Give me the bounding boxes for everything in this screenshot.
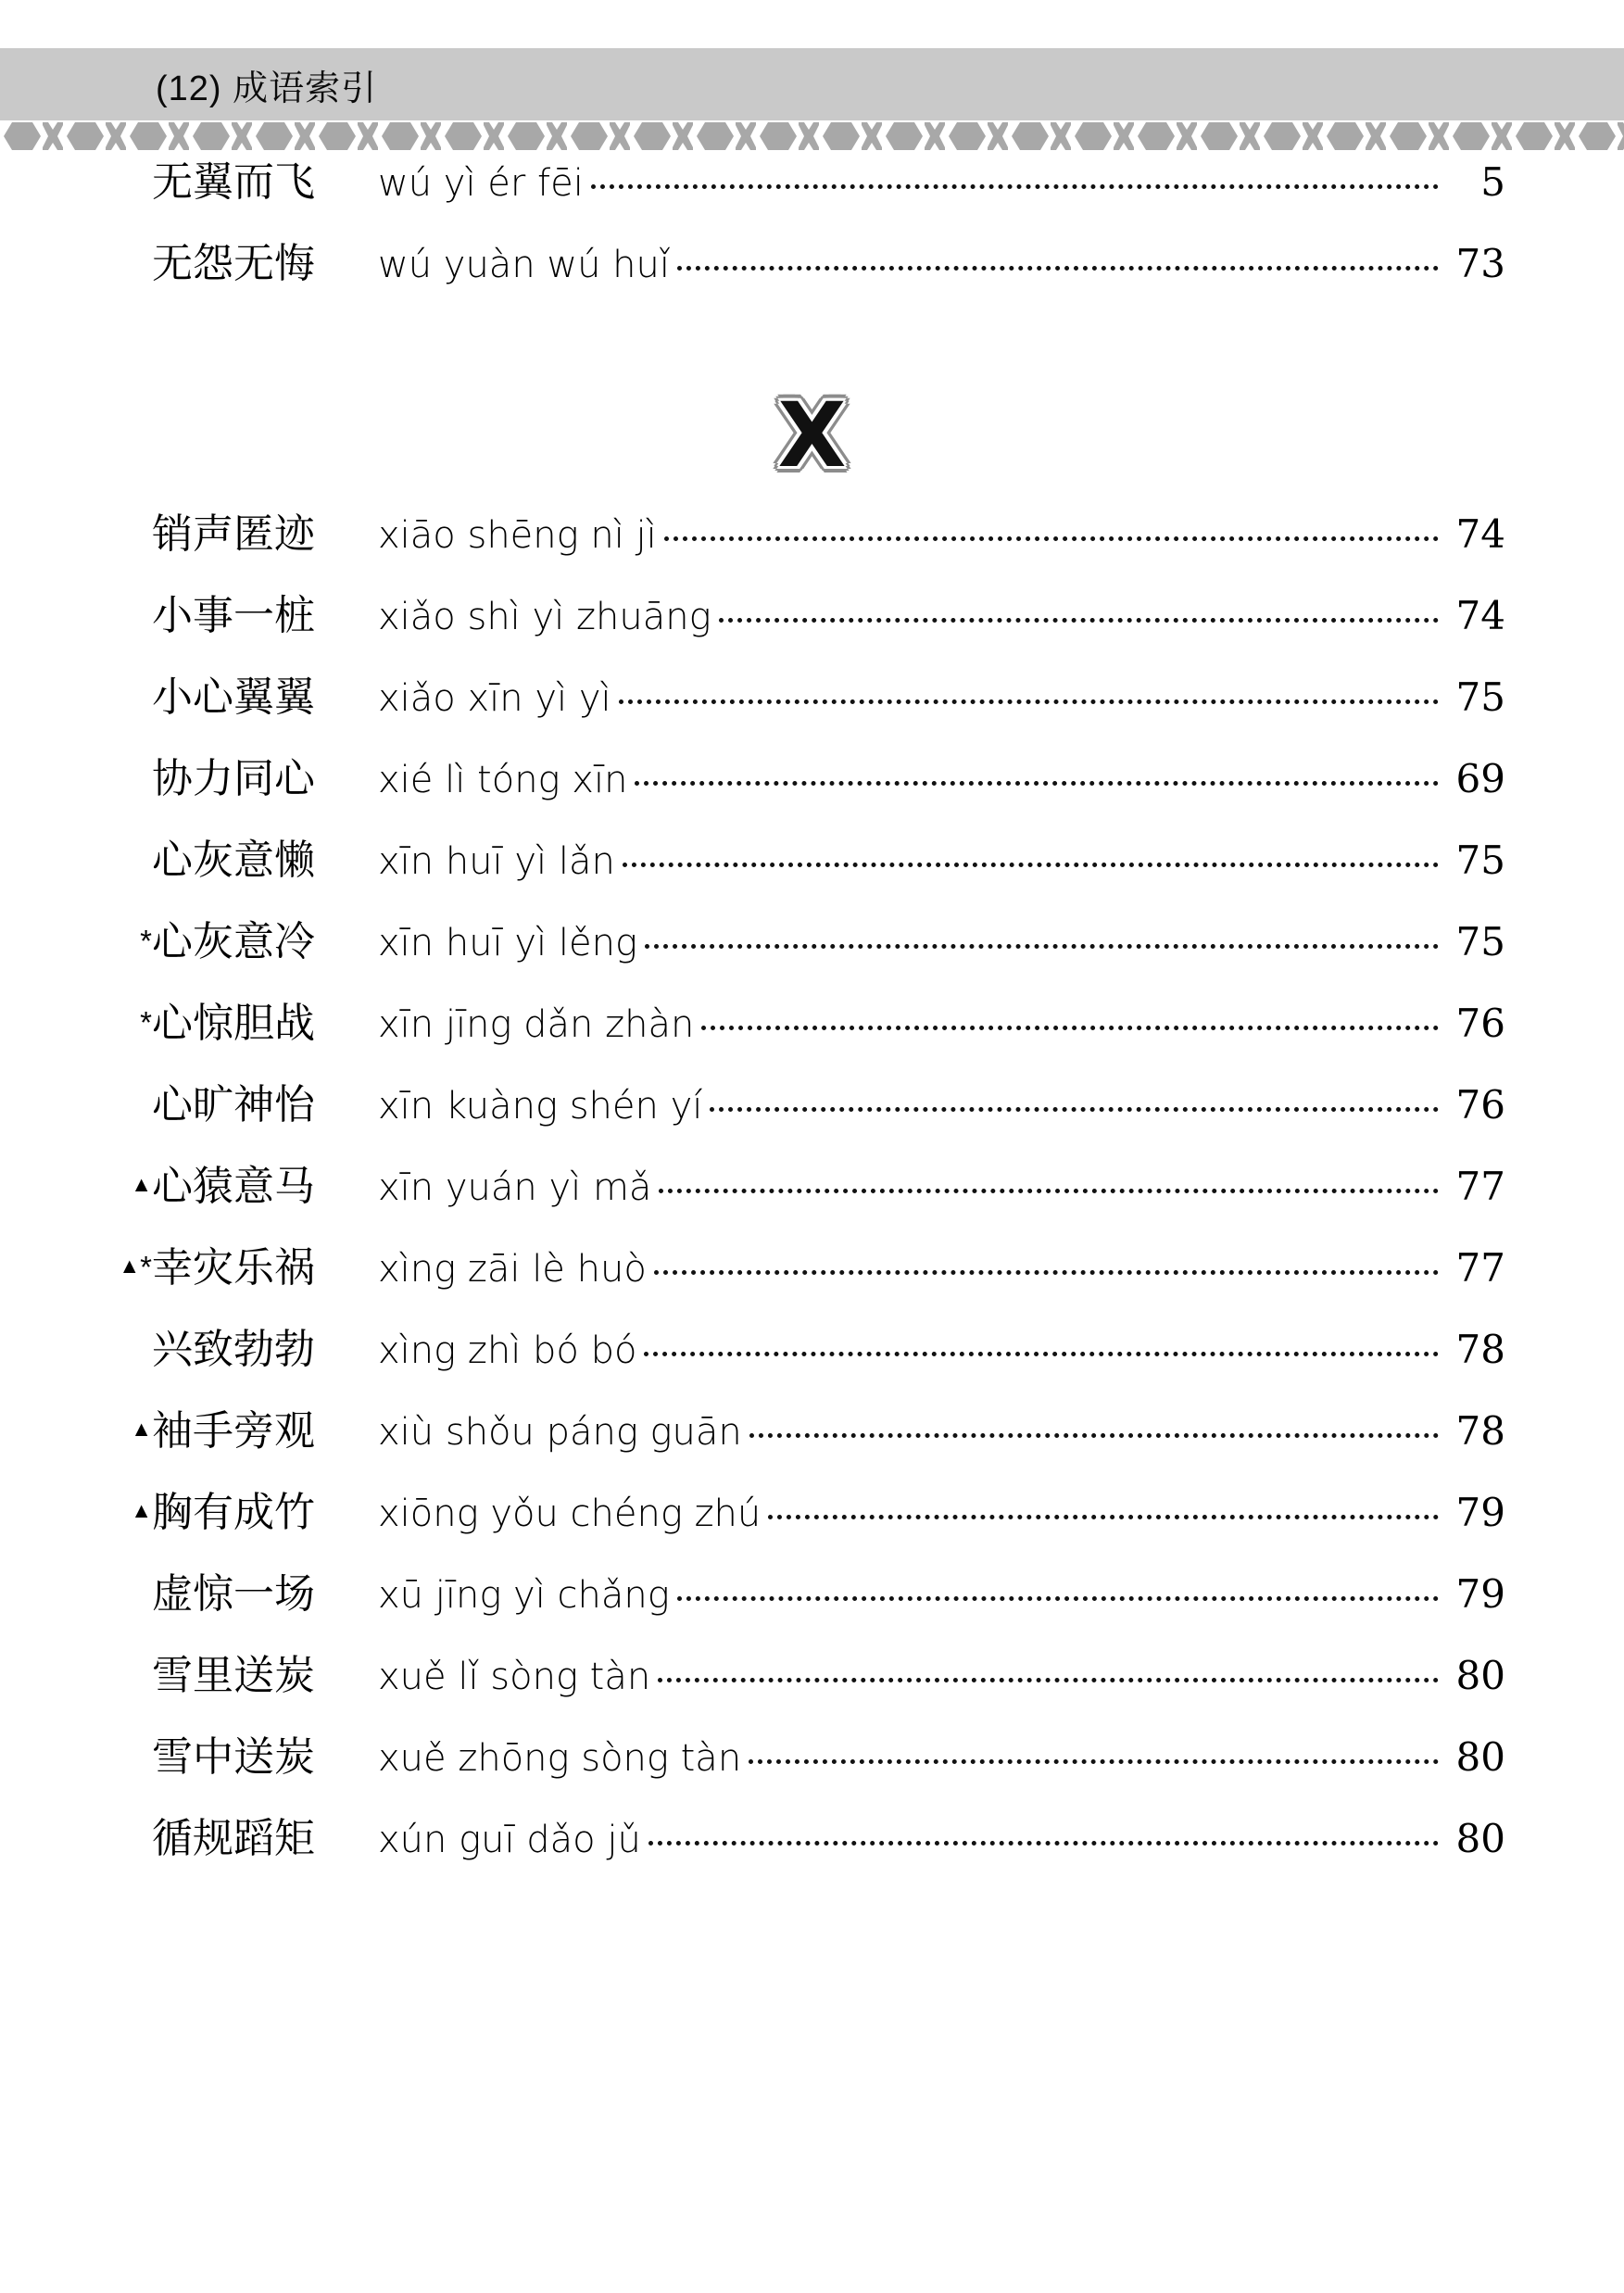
entry-dot-leader bbox=[719, 609, 1439, 623]
entry-idiom: 心惊胆战 bbox=[152, 1000, 315, 1047]
entry-pinyin: wú yì ér fēi bbox=[378, 162, 584, 205]
entry-idiom: 虚惊一场 bbox=[152, 1570, 315, 1618]
entry-marks bbox=[89, 1494, 152, 1525]
index-entry[interactable] bbox=[0, 240, 1624, 325]
entry-idiom: 雪里送炭 bbox=[152, 1652, 315, 1699]
entry-page-number[interactable]: 75 bbox=[1455, 919, 1505, 964]
index-entry[interactable] bbox=[0, 1652, 1624, 1737]
entry-pinyin: xún guī dǎo jǔ bbox=[378, 1819, 641, 1861]
entry-idiom: 兴致勃勃 bbox=[152, 1326, 315, 1373]
index-entry[interactable] bbox=[0, 755, 1624, 840]
entry-marks bbox=[89, 1168, 152, 1199]
entry-pinyin: wú yuàn wú huǐ bbox=[378, 244, 670, 286]
entry-marks bbox=[89, 1005, 152, 1039]
entry-page-number[interactable]: 74 bbox=[1455, 511, 1505, 557]
entry-idiom: 循规蹈矩 bbox=[152, 1815, 315, 1862]
entry-idiom: 销声匿迹 bbox=[152, 510, 315, 558]
entry-idiom: 无翼而飞 bbox=[152, 158, 315, 206]
entry-pinyin: xuě zhōng sòng tàn bbox=[378, 1737, 742, 1780]
entry-page-number[interactable]: 75 bbox=[1455, 674, 1505, 720]
entry-page-number[interactable]: 77 bbox=[1455, 1164, 1505, 1209]
entry-page-number[interactable]: 5 bbox=[1480, 159, 1505, 205]
entry-page-number[interactable]: 79 bbox=[1455, 1571, 1505, 1617]
entry-idiom: 幸灾乐祸 bbox=[152, 1244, 315, 1291]
section-letter-glyph: X bbox=[777, 384, 847, 487]
entry-pinyin: xiǎo xīn yì yì bbox=[378, 677, 611, 720]
entry-list bbox=[0, 510, 1624, 1900]
entry-page-number[interactable]: 78 bbox=[1455, 1408, 1505, 1454]
index-entry[interactable] bbox=[0, 918, 1624, 1003]
entry-marks bbox=[89, 1413, 152, 1443]
entry-marks bbox=[89, 924, 152, 958]
entry-dot-leader bbox=[749, 1750, 1439, 1764]
entry-page-number[interactable]: 69 bbox=[1455, 756, 1505, 801]
entry-page-number[interactable]: 76 bbox=[1455, 1001, 1505, 1046]
index-entry[interactable] bbox=[0, 1407, 1624, 1493]
entry-dot-leader bbox=[645, 935, 1439, 949]
entry-pinyin: xiāo shēng nì jì bbox=[378, 514, 657, 557]
triangle-marker-icon: ▲ bbox=[131, 1417, 152, 1441]
entry-idiom: 心灰意懒 bbox=[152, 837, 315, 884]
index-entry[interactable] bbox=[0, 1081, 1624, 1166]
entry-pinyin: xīn huī yì lěng bbox=[378, 922, 637, 964]
entry-dot-leader bbox=[658, 1669, 1439, 1682]
index-entry[interactable] bbox=[0, 674, 1624, 759]
entry-pinyin: xiōng yǒu chéng zhú bbox=[378, 1493, 762, 1535]
index-entry[interactable] bbox=[0, 837, 1624, 922]
index-entry[interactable] bbox=[0, 1489, 1624, 1574]
entry-dot-leader bbox=[701, 1016, 1439, 1030]
page-header-band bbox=[0, 48, 1624, 120]
asterisk-marker-icon: * bbox=[140, 1005, 152, 1039]
index-entry[interactable] bbox=[0, 1815, 1624, 1900]
entry-idiom: 小心翼翼 bbox=[152, 674, 315, 721]
section-spacer bbox=[0, 325, 1624, 357]
entry-pinyin: xīn huī yì lǎn bbox=[378, 840, 615, 883]
entry-page-number[interactable]: 78 bbox=[1455, 1327, 1505, 1372]
entry-idiom: 袖手旁观 bbox=[152, 1407, 315, 1455]
entry-page-number[interactable]: 73 bbox=[1455, 241, 1505, 286]
triangle-marker-icon: ▲ bbox=[131, 1172, 152, 1196]
entry-dot-leader bbox=[623, 853, 1439, 867]
entry-idiom: 心猿意马 bbox=[152, 1163, 315, 1210]
entry-page-number[interactable]: 80 bbox=[1455, 1653, 1505, 1698]
border-pattern-icon bbox=[0, 120, 1624, 152]
entry-idiom: 无怨无悔 bbox=[152, 240, 315, 287]
entry-page-number[interactable]: 80 bbox=[1455, 1734, 1505, 1780]
index-entry[interactable] bbox=[0, 1326, 1624, 1411]
entry-page-number[interactable]: 77 bbox=[1455, 1245, 1505, 1291]
asterisk-marker-icon: * bbox=[140, 1250, 152, 1284]
index-entry[interactable] bbox=[0, 1163, 1624, 1248]
entry-page-number[interactable]: 75 bbox=[1455, 838, 1505, 883]
entry-dot-leader bbox=[768, 1506, 1439, 1519]
entry-idiom: 雪中送炭 bbox=[152, 1733, 315, 1781]
entry-dot-leader bbox=[677, 1587, 1439, 1601]
entry-pinyin: xìng zhì bó bó bbox=[378, 1329, 637, 1372]
entry-pinyin: xìng zāi lè huò bbox=[378, 1248, 647, 1291]
entry-pinyin: xīn jīng dǎn zhàn bbox=[378, 1003, 695, 1046]
entry-idiom: 协力同心 bbox=[152, 755, 315, 802]
entry-dot-leader bbox=[654, 1261, 1439, 1275]
index-entry[interactable] bbox=[0, 1244, 1624, 1329]
entry-dot-leader bbox=[591, 175, 1439, 189]
entry-idiom: 小事一桩 bbox=[152, 592, 315, 639]
index-entry[interactable] bbox=[0, 510, 1624, 596]
entry-marks bbox=[89, 1250, 152, 1284]
entry-dot-leader bbox=[648, 1832, 1439, 1846]
index-entry[interactable] bbox=[0, 1733, 1624, 1819]
asterisk-marker-icon: * bbox=[140, 924, 152, 958]
entry-page-number[interactable]: 76 bbox=[1455, 1082, 1505, 1128]
entry-list-preceding bbox=[0, 158, 1624, 325]
entry-dot-leader bbox=[664, 527, 1439, 541]
entry-dot-leader bbox=[710, 1098, 1439, 1112]
entry-page-number[interactable]: 80 bbox=[1455, 1816, 1505, 1861]
entry-pinyin: xié lì tóng xīn bbox=[378, 759, 628, 801]
entry-page-number[interactable]: 74 bbox=[1455, 593, 1505, 638]
entry-dot-leader bbox=[677, 257, 1439, 271]
entry-pinyin: xīn yuán yì mǎ bbox=[378, 1166, 652, 1209]
entry-pinyin: xuě lǐ sòng tàn bbox=[378, 1656, 651, 1698]
section-letter-heading bbox=[0, 357, 1624, 514]
entry-pinyin: xiǎo shì yì zhuāng bbox=[378, 596, 711, 638]
page-title: (12) 成语索引 bbox=[156, 69, 378, 108]
entry-idiom: 心灰意冷 bbox=[152, 918, 315, 965]
entry-pinyin: xū jīng yì chǎng bbox=[378, 1574, 670, 1617]
index-entry[interactable] bbox=[0, 1000, 1624, 1085]
entry-dot-leader bbox=[749, 1424, 1439, 1438]
index-entry[interactable] bbox=[0, 158, 1624, 244]
entry-page-number[interactable]: 79 bbox=[1455, 1490, 1505, 1535]
entry-dot-leader bbox=[619, 690, 1439, 704]
index-entry[interactable] bbox=[0, 592, 1624, 677]
entry-idiom: 心旷神怡 bbox=[152, 1081, 315, 1128]
triangle-marker-icon: ▲ bbox=[131, 1498, 152, 1522]
entry-dot-leader bbox=[635, 772, 1439, 786]
entry-pinyin: xīn kuàng shén yí bbox=[378, 1085, 703, 1128]
index-content bbox=[0, 158, 1624, 1900]
index-entry[interactable] bbox=[0, 1570, 1624, 1656]
decorative-border-strip bbox=[0, 120, 1624, 152]
entry-idiom: 胸有成竹 bbox=[152, 1489, 315, 1536]
entry-dot-leader bbox=[644, 1342, 1439, 1356]
triangle-marker-icon: ▲ bbox=[119, 1254, 141, 1278]
entry-dot-leader bbox=[659, 1179, 1439, 1193]
entry-pinyin: xiù shǒu páng guān bbox=[378, 1411, 742, 1454]
